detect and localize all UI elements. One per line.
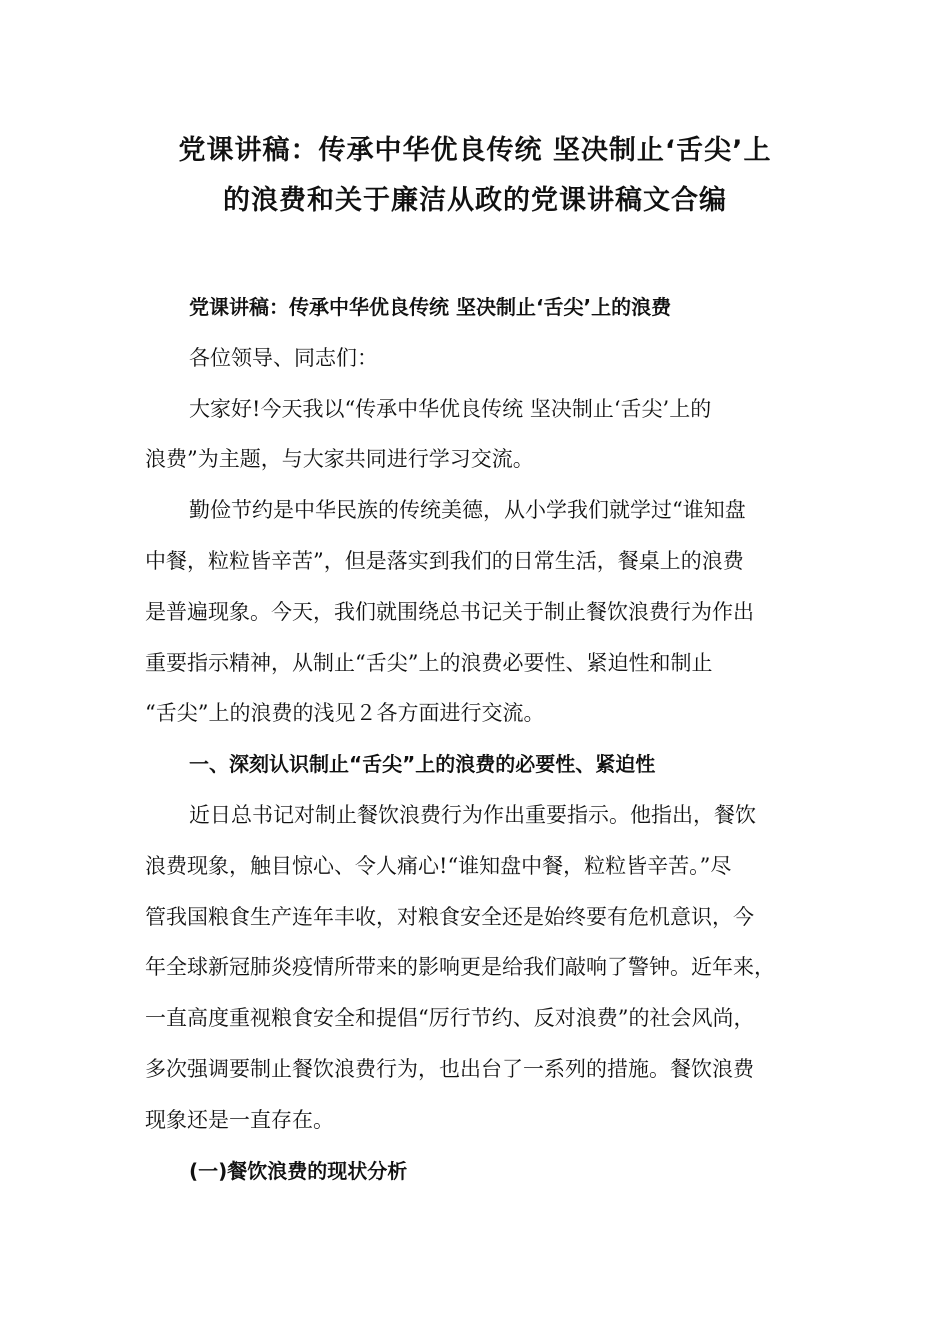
paragraph-line: 中餐，粒粒皆辛苦”，但是落实到我们的日常生活，餐桌上的浪费 xyxy=(145,548,744,573)
section-heading-1: 一、深刻认识制止“舌尖”上的浪费的必要性、紧迫性 xyxy=(189,752,656,777)
paragraph-line: 现象还是一直存在。 xyxy=(145,1107,334,1132)
paragraph-line: 年全球新冠肺炎疫情所带来的影响更是给我们敲响了警钟。近年来， xyxy=(145,955,775,980)
paragraph-line: 是普遍现象。今天，我们就围绕总书记关于制止餐饮浪费行为作出 xyxy=(145,599,754,624)
paragraph-line: “舌尖”上的浪费的浅见２各方面进行交流。 xyxy=(145,701,545,726)
document-title xyxy=(130,126,820,226)
subsection-heading-1: (一)餐饮浪费的现状分析 xyxy=(189,1158,408,1183)
document-body xyxy=(145,282,805,1196)
paragraph-line: 近日总书记对制止餐饮浪费行为作出重要指示。他指出，餐饮 xyxy=(189,802,756,827)
paragraph-line: 一直高度重视粮食安全和提倡“厉行节约、反对浪费”的社会风尚， xyxy=(145,1006,755,1031)
paragraph-line: 管我国粮食生产连年丰收，对粮食安全还是始终要有危机意识，今 xyxy=(145,904,754,929)
title-line-1: 党课讲稿：传承中华优良传统 坚决制止‘舌尖’上 xyxy=(178,135,772,166)
paragraph-line: 勤俭节约是中华民族的传统美德，从小学我们就学过“谁知盘 xyxy=(189,498,746,523)
speech-subtitle: 党课讲稿：传承中华优良传统 坚决制止‘舌尖’上的浪费 xyxy=(189,295,672,319)
paragraph-line: 浪费现象，触目惊心、令人痛心!“谁知盘中餐，粒粒皆辛苦。”尽 xyxy=(145,853,732,878)
paragraph-line: 多次强调要制止餐饮浪费行为，也出台了一系列的措施。餐饮浪费 xyxy=(145,1056,754,1081)
paragraph-line: 大家好!今天我以“传承中华优良传统 坚决制止‘舌尖’上的 xyxy=(189,396,712,421)
paragraph-line: 浪费”为主题，与大家共同进行学习交流。 xyxy=(145,447,534,472)
paragraph-line: 重要指示精神，从制止“舌尖”上的浪费必要性、紧迫性和制止 xyxy=(145,650,713,675)
salutation: 各位领导、同志们： xyxy=(189,345,378,370)
title-line-2: 的浪费和关于廉洁从政的党课讲稿文合编 xyxy=(223,185,727,216)
